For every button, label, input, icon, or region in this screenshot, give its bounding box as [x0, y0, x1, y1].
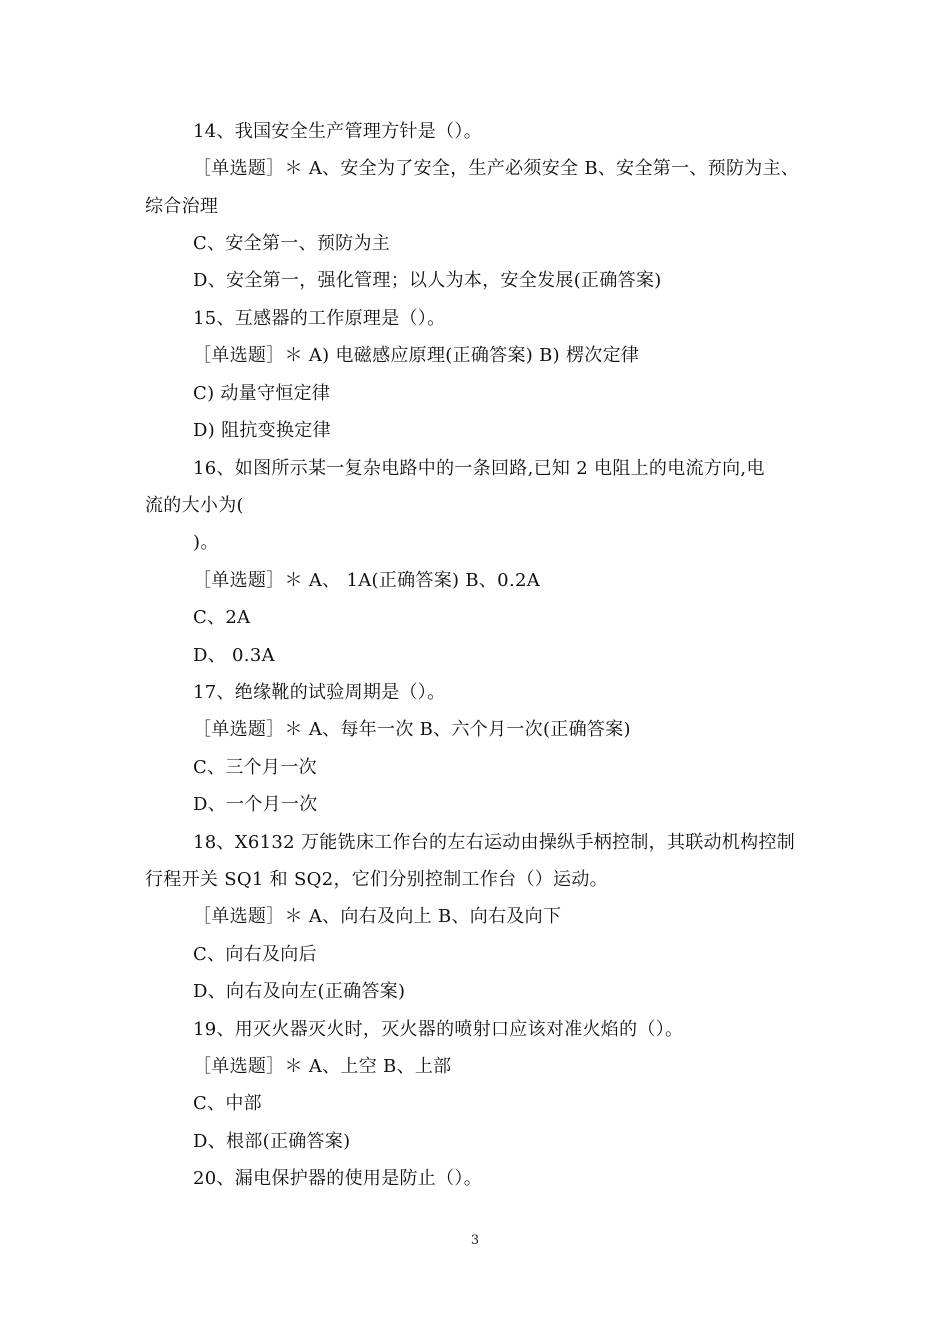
- question-15-options-line1: ［单选题］＊ A) 电磁感应原理(正确答案) B) 楞次定律: [193, 345, 640, 366]
- question-15-option-c: C) 动量守恒定律: [193, 383, 331, 404]
- question-18-options-line1: ［单选题］＊ A、向右及向上 B、向右及向下: [193, 906, 562, 927]
- question-14-options-line2: 综合治理: [145, 196, 219, 217]
- page-number: 3: [470, 1233, 480, 1248]
- question-16-option-d: D、 0.3A: [193, 645, 275, 666]
- question-16-option-c: C、2A: [193, 607, 251, 628]
- question-14-options-line1: ［单选题］＊ A、安全为了安全，生产必须安全 B、安全第一、预防为主、: [193, 158, 800, 179]
- question-18-option-d: D、向右及向左(正确答案): [193, 981, 406, 1002]
- question-17-text: 17、绝缘靴的试验周期是（）。: [193, 682, 446, 703]
- question-18-text-line1: 18、X6132 万能铣床工作台的左右运动由操纵手柄控制，其联动机构控制: [193, 832, 796, 853]
- question-14-text: 14、我国安全生产管理方针是（）。: [193, 121, 483, 142]
- question-17-option-c: C、三个月一次: [193, 757, 317, 778]
- question-18-option-c: C、向右及向后: [193, 944, 317, 965]
- question-19-options-line1: ［单选题］＊ A、上空 B、上部: [193, 1056, 452, 1077]
- question-14-option-d: D、安全第一，强化管理；以人为本，安全发展(正确答案): [193, 270, 662, 291]
- question-17-option-d: D、一个月一次: [193, 794, 318, 815]
- question-16-text-line1: 16、如图所示某一复杂电路中的一条回路,已知 2 电阻上的电流方向,电: [193, 458, 765, 479]
- question-19-text: 19、用灭火器灭火时，灭火器的喷射口应该对准火焰的（）。: [193, 1019, 684, 1040]
- question-15-option-d: D) 阻抗变换定律: [193, 420, 331, 441]
- question-16-text-line2: 流的大小为(: [145, 495, 244, 516]
- question-19-option-d: D、根部(正确答案): [193, 1131, 351, 1152]
- question-17-options-line1: ［单选题］＊ A、每年一次 B、六个月一次(正确答案): [193, 719, 631, 740]
- question-18-text-line2: 行程开关 SQ1 和 SQ2，它们分别控制工作台（）运动。: [145, 869, 608, 890]
- question-20-text: 20、漏电保护器的使用是防止（）。: [193, 1168, 483, 1189]
- question-14-option-c: C、安全第一、预防为主: [193, 233, 391, 254]
- question-19-option-c: C、中部: [193, 1093, 262, 1114]
- question-16-text-line3: )。: [193, 532, 219, 553]
- question-16-options-line1: ［单选题］＊ A、 1A(正确答案) B、0.2A: [193, 570, 541, 591]
- question-15-text: 15、互感器的工作原理是（）。: [193, 308, 446, 329]
